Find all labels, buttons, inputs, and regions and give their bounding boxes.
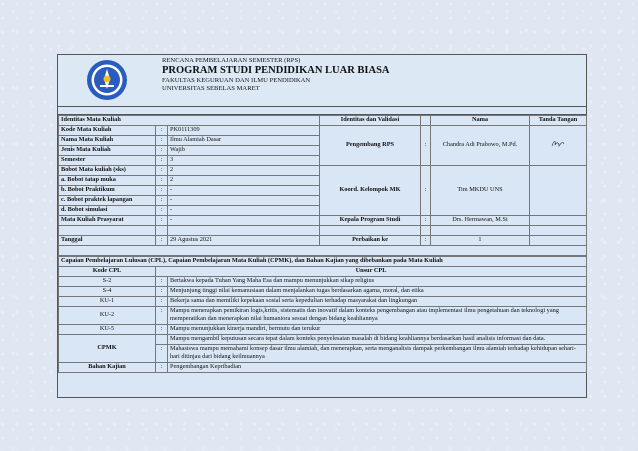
capaian-title: Capaian Pembelajaran Lulusan (CPL), Capaian Pembelajaran Mata Kuliah (CPMK), dan Bahan Kajian yang dibebankan pada Mata Kuliah [59,257,587,267]
bobot-tatap-muka-value: 2 [168,176,320,186]
jenis-mk-label: Jenis Mata Kuliah [59,146,156,156]
cpl-code: KU-1 [59,297,156,307]
cpl-text: Menjunjung tinggi nilai kemanusiaan dalam menjalankan tugas berdasarkan agama, moral, dan etika [168,287,587,297]
bobot-simulasi-label: d. Bobot simulasi [59,206,156,216]
faculty-name: FAKULTAS KEGURUAN DAN ILMU PENDIDIKAN [162,77,311,85]
tanggal-value: 29 Agustus 2021 [168,236,320,246]
tanda-tangan-header: Tanda Tangan [530,116,587,126]
pengembang-name: Chandra Adi Prabowo, M.Pd. [431,126,530,166]
program-title: PROGRAM STUDI PENDIDIKAN LUAR BIASA [162,65,390,77]
cpl-code: KU-5 [59,324,156,334]
validasi-header: Identitas dan Validasi [320,116,421,126]
nama-header: Nama [431,116,530,126]
bahan-kajian-value: Pengembangan Kepribadian [168,362,587,372]
identitas-table: Identitas Mata Kuliah Identitas dan Validasi Nama Tanda Tangan Kode Mata Kuliah : PK0111309 Pengembang RPS : Chandra Adi Prabowo, M.Pd. Nama Mata Kuliah : Ilmu Alamiah Dasar Jenis Mata Kuliah : Wajib Semester : 3 Bobot Mata kuliah (sks) : 2 Koord. Kelompok MK : Tim MKDU UNS a. Bobot tatap muka : 2 b. Bobot Praktikum : - c. Bobot praktek lapangan : - d. Bobot simulasi : - Mata Kuliah Prasyarat : - Kepala Program Studi : Drs. Hermawan, M.Si Tanggal : 29 Agustus 2021 Perbaikan ke : 1 [58,115,587,256]
university-logo-icon [86,59,128,101]
header-line-rps: RENCANA PEMBELAJARAN SEMESTER (RPS) [162,57,301,64]
bobot-praktikum-label: b. Bobot Praktikum [59,186,156,196]
perbaikan-label: Perbaikan ke [320,236,421,246]
bobot-mk-label: Bobot Mata kuliah (sks) [59,166,156,176]
semester-value: 3 [168,156,320,166]
signature-icon [550,139,566,149]
spacer [58,107,586,115]
cpl-code: S-2 [59,277,156,287]
bobot-tatap-muka-label: a. Bobot tatap muka [59,176,156,186]
perbaikan-value: 1 [431,236,530,246]
cpl-text: Bertakwa kepada Tuhan Yang Maha Esa dan mampu menunjukkan sikap religius [168,277,587,287]
cpl-code: KU-2 [59,307,156,325]
kode-cpl-header: Kode CPL [59,267,156,277]
cpl-code: S-4 [59,287,156,297]
university-name: UNIVERSITAS SEBELAS MARET [162,85,260,93]
nama-mk-value: Ilmu Alamiah Dasar [168,136,320,146]
identitas-header: Identitas Mata Kuliah [59,116,320,126]
kode-mk-label: Kode Mata Kuliah [59,126,156,136]
cpl-text: Bekerja sama dan memiliki kepekaan sosial serta kepedulian terhadap masyarakat dan lingkungan [168,297,587,307]
bahan-kajian-label: Bahan Kajian [59,362,156,372]
koord-name: Tim MKDU UNS [431,166,530,216]
unsur-cpl-header: Unsur CPL [156,267,587,277]
tanggal-label: Tanggal [59,236,156,246]
cpmk-code: CPMK [59,334,156,362]
jenis-mk-value: Wajib [168,146,320,156]
bobot-praktikum-value: - [168,186,320,196]
pengembang-label: Pengembang RPS [320,126,421,166]
koord-label: Koord. Kelompok MK [320,166,421,216]
prasyarat-value: - [168,216,320,226]
prasyarat-label: Mata Kuliah Prasyarat [59,216,156,226]
signature [530,126,587,166]
bobot-simulasi-value: - [168,206,320,216]
rps-document [57,54,587,398]
bobot-praktek-value: - [168,196,320,206]
bobot-praktek-label: c. Bobot praktek lapangan [59,196,156,206]
cpl-text: Mampu menerapkan pemikiran logis,kritis, sistematis dan inovatif dalam konteks pengembangan atau implementasi ilmu pengetahuan dan teknologi yang memperatikan dan menerapkan nilai humaniora sesuai dengan bidang keahliannya [168,307,587,325]
document-header [58,55,586,107]
cpl-text: Mampu menunjukkan kinerja mandiri, bermutu dan terukur [168,324,587,334]
nama-mk-label: Nama Mata Kuliah [59,136,156,146]
kode-mk-value: PK0111309 [168,126,320,136]
cpmk-text: Mahasiswa mampu memahami konsep dasar ilmu alamiah, dan menerapkan, serta menganalisis dampak perkembangan ilmu alamiah terhadap kehidupan sehari-hari ditinjau dari bidang keilmuannya [168,344,587,362]
bobot-mk-value: 2 [168,166,320,176]
semester-label: Semester [59,156,156,166]
kaprodi-label: Kepala Program Studi [320,216,421,226]
cpl-text: Mampu mengambil keputusan secara tepat dalam konteks penyelesaian masalah di bidang keahliannya berdasarkan hasil analisis informasi dan data. [168,334,587,344]
capaian-table: Capaian Pembelajaran Lulusan (CPL), Capaian Pembelajaran Mata Kuliah (CPMK), dan Bahan Kajian yang dibebankan pada Mata Kuliah Kode CPL Unsur CPL S-2 : Bertakwa kepada Tuhan Yang Maha Esa dan mampu menunjukkan sikap religius S-4 : Menjunjung tinggi nilai kemanusiaan dalam menjalankan tugas berdasarkan agama, moral, dan etika KU-1 : Bekerja sama dan memiliki kepekaan sosial serta kepedulian terhadap masyarakat dan lingkungan KU-2 : Mampu menerapkan pemikiran logis,kritis, sistematis dan inovatif dalam konteks pengembangan atau implementasi ilmu pengetahuan dan teknologi yang memperatikan dan menerapkan nilai humaniora sesuai dengan bidang keahliannya KU-5 : Mampu menunjukkan kinerja mandiri, bermutu dan terukur CPMK Mampu mengambil keputusan secara tepat dalam konteks penyelesaian masalah di bidang keahliannya berdasarkan hasil analisis informasi dan data. : Mahasiswa mampu memahami konsep dasar ilmu alamiah, dan menerapkan, serta menganalisis dampak perkembangan ilmu alamiah terhadap kehidupan sehari-hari ditinjau dari bidang keilmuannya Bahan Kajian : Pengembangan Kepribadian [58,256,587,373]
kaprodi-name: Drs. Hermawan, M.Si [431,216,530,226]
